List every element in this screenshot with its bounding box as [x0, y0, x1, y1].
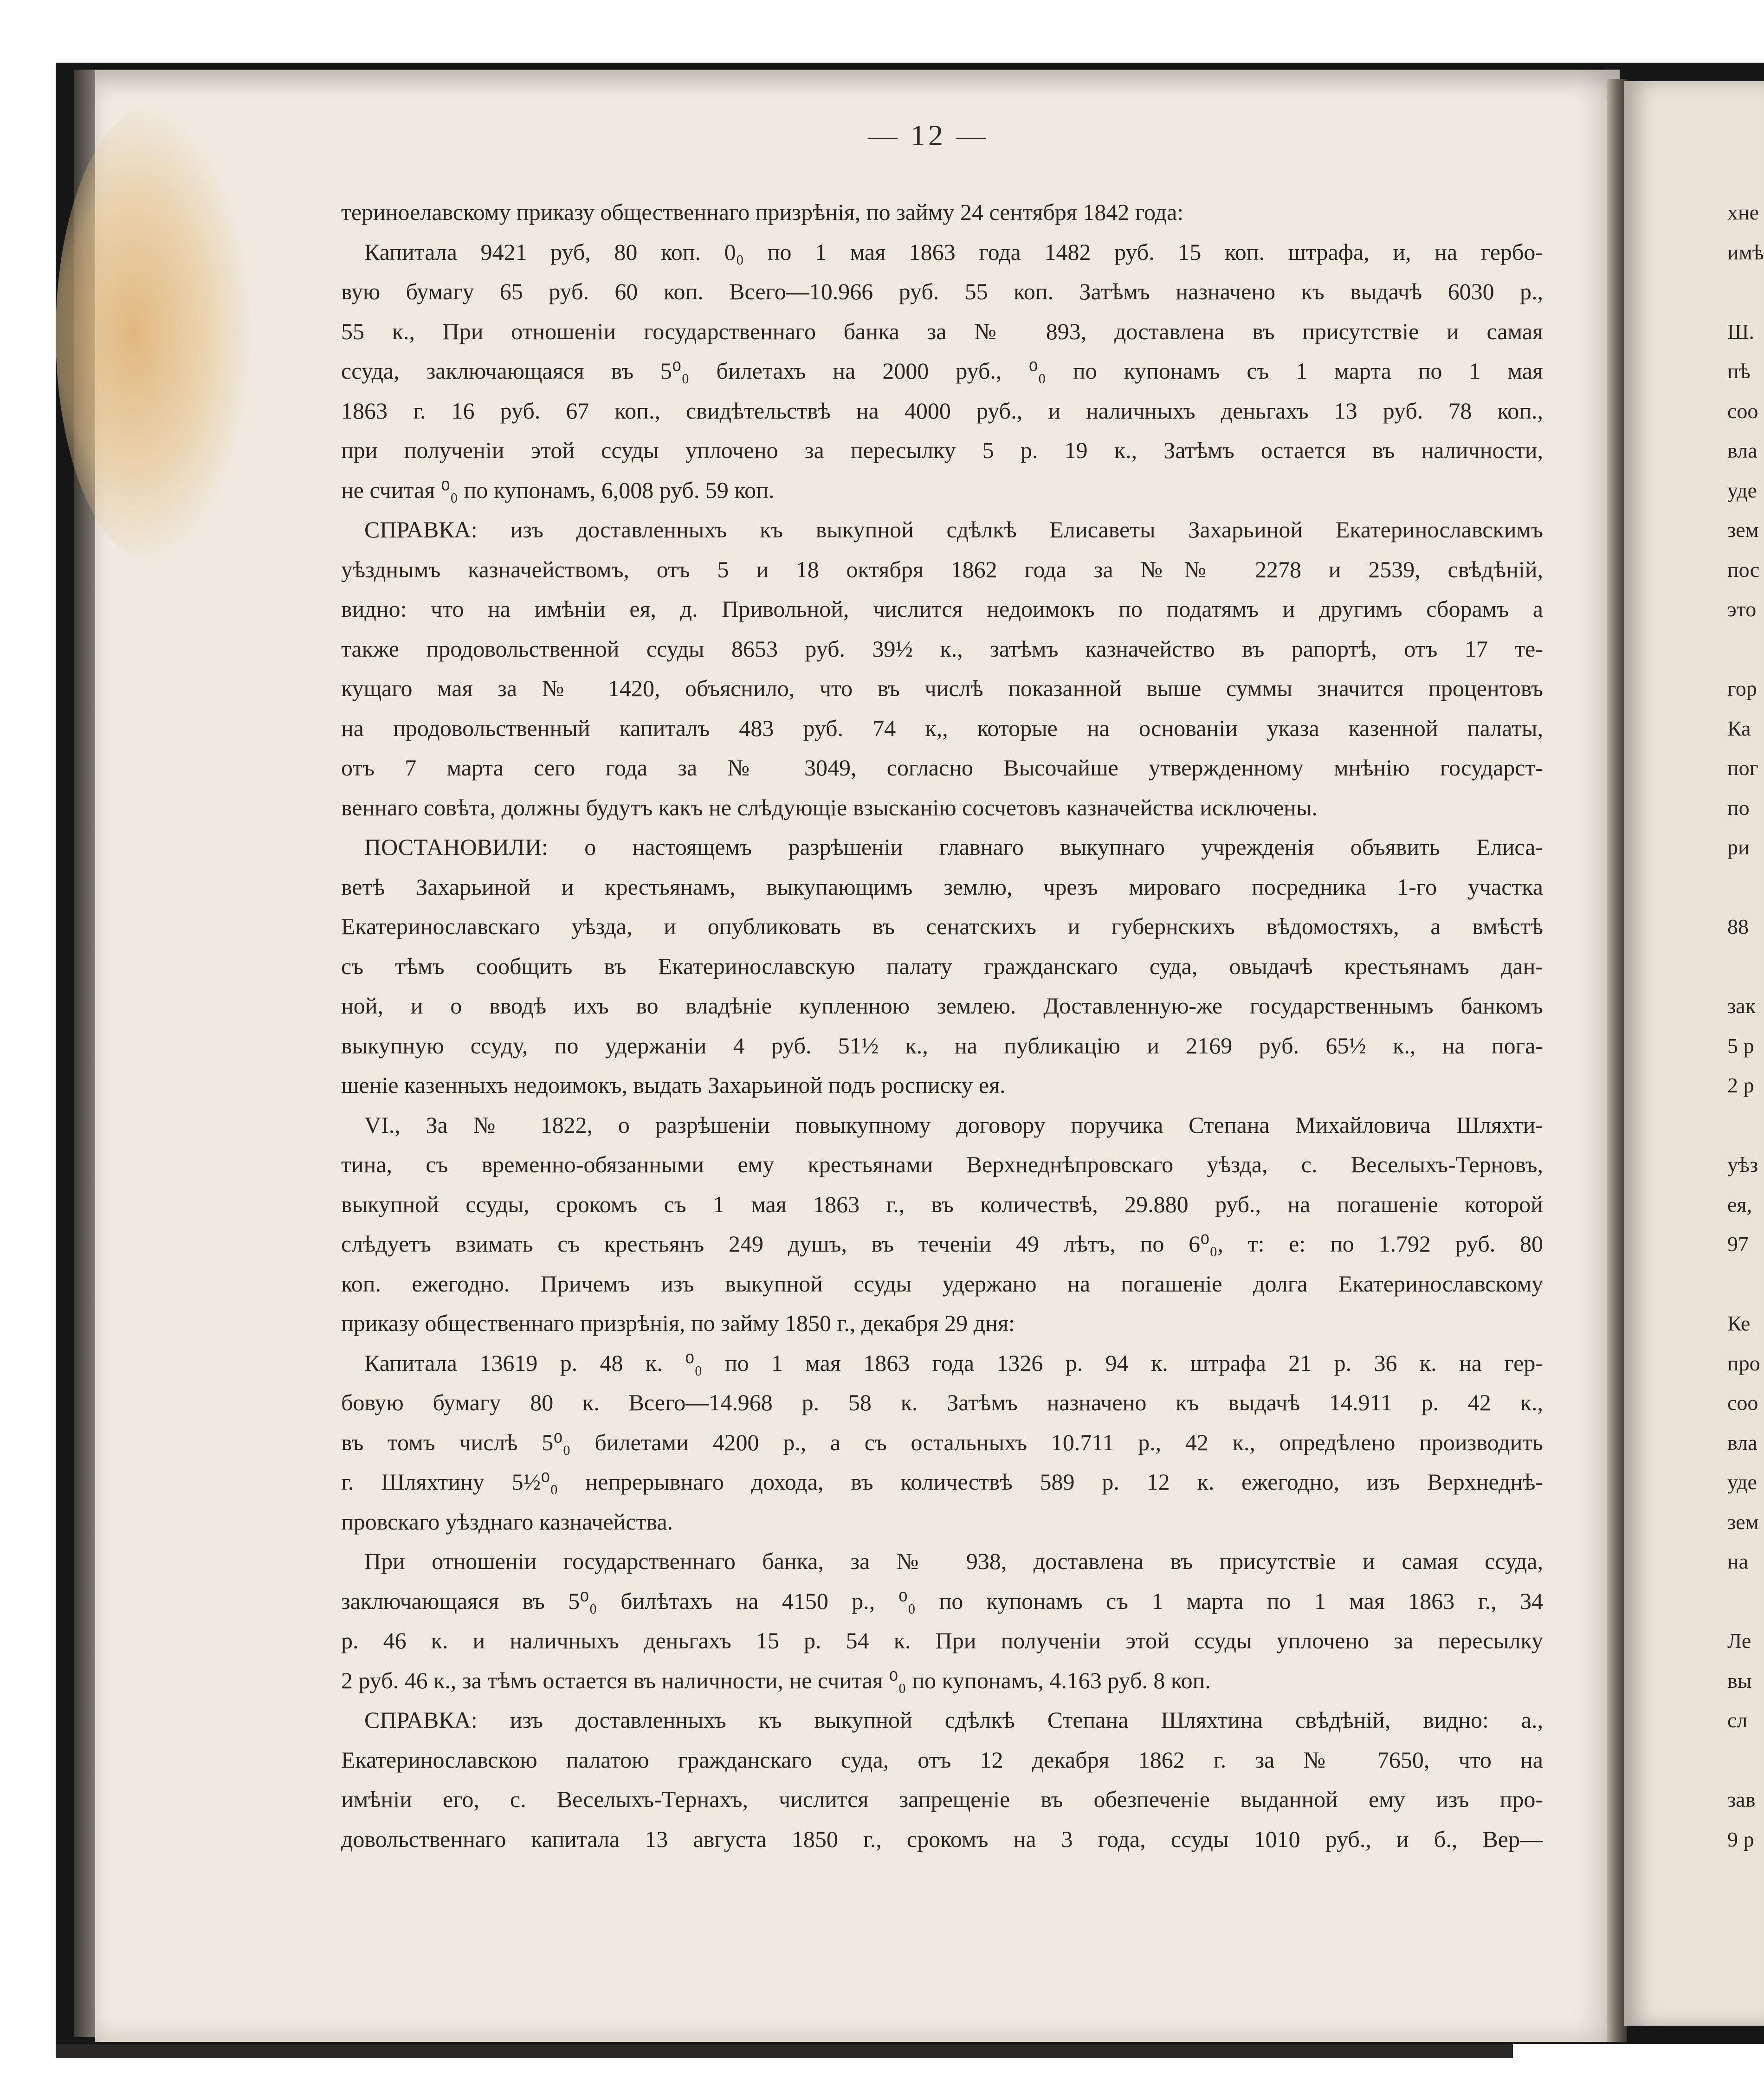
text-line: веннаго совѣта, должны будутъ какъ не слѣдующіе взысканію сосчетовъ казначейства исключены.: [341, 794, 1318, 820]
text-line: СПРАВКА: изъ доставленныхъ къ выкупной сдѣлкѣ Елисаветы Захарьиной Екатеринославскимъ: [364, 517, 1543, 543]
text-line: заключающаяся въ 5⁰₀ билѣтахъ на 4150 р., ⁰₀ по купонамъ съ 1 марта по 1 мая 1863 г., 34: [341, 1588, 1543, 1614]
right-page-line-fragment: вла: [1727, 1430, 1758, 1454]
text-line: не считая ⁰₀ по купонамъ, 6,008 руб. 59 коп.: [341, 477, 775, 503]
text-line: 55 к., При отношеніи государственнаго банка за № 893, доставлена въ присутствіе и самая: [341, 318, 1543, 344]
right-page-line-fragment: ея,: [1727, 1192, 1752, 1216]
right-page-line-fragment: про: [1727, 1351, 1760, 1375]
text-line: въ томъ числѣ 5⁰₀ билетами 4200 р., а съ остальныхъ 10.711 р., 42 к., опредѣлено производить: [341, 1429, 1543, 1455]
text-line: довольственнаго капитала 13 августа 1850 г., срокомъ на 3 года, ссуды 1010 руб., и б., Вер—: [341, 1826, 1543, 1852]
right-page-line-fragment: 97: [1727, 1232, 1749, 1256]
text-line: на продовольственный капиталъ 483 руб. 74 к,, которые на основаніи указа казенной палаты,: [341, 715, 1543, 741]
right-page-line-fragment: соо: [1727, 399, 1758, 423]
text-line: выкупную ссуду, по удержаніи 4 руб. 51½ к., на публикацію и 2169 руб. 65½ к., на пога-: [341, 1032, 1543, 1059]
text-line: кущаго мая за № 1420, объяснило, что въ числѣ показанной выше суммы значится процентовъ: [341, 675, 1543, 701]
right-page-line-fragment: на: [1727, 1550, 1749, 1573]
right-page-line-fragment: [1727, 1264, 1764, 1304]
text-line: ссуда, заключающаяся въ 5⁰₀ билетахъ на 2000 руб., ⁰₀ по купонамъ съ 1 марта по 1 мая: [341, 358, 1543, 384]
text-line: г. Шляхтину 5½⁰₀ непрерывнаго дохода, въ количествѣ 589 р. 12 к. ежегодно, изъ Верхнеднѣ-: [341, 1469, 1543, 1495]
right-page-line-fragment: [1727, 947, 1764, 987]
text-line: видно: что на имѣніи ея, д. Привольной, числится недоимокъ по податямъ и другимъ сборамъ а: [341, 596, 1543, 622]
right-page-line-fragment: [1727, 1582, 1764, 1621]
right-page-line-fragment: Ка: [1727, 716, 1751, 740]
right-page-line-fragment: зак: [1727, 994, 1756, 1018]
right-page-line-fragment: 9 р: [1727, 1827, 1754, 1851]
right-page-line-fragment: Ш.: [1727, 319, 1754, 343]
water-stain: [56, 107, 251, 562]
text-line: СПРАВКА: изъ доставленныхъ къ выкупной сдѣлкѣ Степана Шляхтина свѣдѣній, видно: а.,: [364, 1707, 1543, 1733]
text-line: ПОСТАНОВИЛИ: о настоящемъ разрѣшеніи главнаго выкупнаго учрежденія объявить Елиса-: [364, 834, 1543, 860]
bottom-shadow: [56, 2044, 1513, 2058]
text-line: имѣніи его, с. Веселыхъ-Тернахъ, числится запрещеніе въ обезпеченіе выданной ему изъ про-: [341, 1786, 1543, 1812]
right-page-line-fragment: сл: [1727, 1708, 1748, 1732]
right-page-line-fragment: имѣ: [1727, 240, 1764, 264]
right-page-line-fragment: вла: [1727, 439, 1758, 462]
text-line: р. 46 к. и наличныхъ деньгахъ 15 р. 54 к. При полученіи этой ссуды уплочено за пересылку: [341, 1628, 1543, 1653]
right-page-line-fragment: зем: [1727, 518, 1759, 542]
right-page-line-fragment: пог: [1727, 756, 1758, 780]
text-line: отъ 7 марта сего года за № 3049, согласно Высочайше утвержденному мнѣнію государст-: [341, 755, 1543, 781]
right-page-line-fragment: [1727, 867, 1764, 907]
right-page-line-fragment: 2 р: [1727, 1073, 1754, 1097]
right-page-line-fragment: [1727, 1740, 1764, 1780]
right-page-line-fragment: [1727, 272, 1764, 312]
text-line: при полученіи этой ссуды уплочено за пересылку 5 р. 19 к., Затѣмъ остается въ наличности,: [341, 437, 1543, 463]
text-line: также продовольственной ссуды 8653 руб. 39½ к., затѣмъ казначейство въ рапортѣ, отъ 17 те-: [341, 635, 1543, 662]
right-page-line-fragment: ри: [1727, 835, 1750, 859]
text-line: приказу общественнаго призрѣнія, по займу 1850 г., декабря 29 дня:: [341, 1310, 1015, 1336]
right-page-line-fragment: уде: [1727, 1470, 1757, 1494]
right-page-line-fragment: [1727, 629, 1764, 669]
text-line: тина, съ временно-обязанными ему крестьянами Верхнеднѣпровскаго уѣзда, с. Веселыхъ-Терновъ,: [341, 1151, 1543, 1177]
right-page-line-fragment: пос: [1727, 557, 1760, 581]
right-page-line-fragment: зем: [1727, 1510, 1759, 1534]
text-line: Екатеринославскою палатою гражданскаго суда, отъ 12 декабря 1862 г. за № 7650, что на: [341, 1746, 1543, 1773]
right-page-line-fragment: 5 р: [1727, 1033, 1754, 1058]
page-number: — 12 —: [868, 119, 989, 152]
text-line: вую бумагу 65 руб. 60 коп. Всего—10.966 руб. 55 коп. Затѣмъ назначено къ выдачѣ 6030 р.,: [341, 278, 1543, 304]
right-page-line-fragment: пѣ: [1727, 359, 1751, 383]
text-line: териноелавскому приказу общественнаго призрѣнія, по займу 24 сентября 1842 года:: [341, 199, 1184, 225]
text-line: бовую бумагу 80 к. Всего—14.968 р. 58 к. Затѣмъ назначено къ выдачѣ 14.911 р. 42 к.,: [341, 1389, 1543, 1415]
text-line: провскаго уѣзднаго казначейства.: [341, 1508, 673, 1535]
text-line: При отношеніи государственнаго банка, за № 938, доставлена въ присутствіе и самая ссуда,: [364, 1548, 1543, 1574]
right-page-line-fragment: соо: [1727, 1391, 1758, 1414]
right-page-line-fragment: хне: [1727, 200, 1759, 224]
right-page-line-fragment: [1727, 1105, 1764, 1145]
text-line: ветѣ Захарьиной и крестьянамъ, выкупающимъ землю, чрезъ мироваго посредника 1-го участка: [341, 873, 1543, 900]
right-page-line-fragment: гор: [1727, 677, 1757, 700]
right-page-line-fragment: уде: [1727, 478, 1757, 502]
right-page-line-fragment: Ле: [1727, 1629, 1751, 1653]
right-page-line-fragment: по: [1727, 795, 1750, 820]
right-page-line-fragment: 88: [1727, 915, 1749, 938]
text-line: Екатеринославскаго уѣзда, и опубликовать въ сенатскихъ и губернскихъ вѣдомостяхъ, а вмѣстѣ: [341, 913, 1543, 939]
page-text-body: [341, 193, 1543, 1859]
text-line: съ тѣмъ сообщить въ Екатеринославскую палату гражданскаго суда, овыдачѣ крестьянамъ дан-: [341, 953, 1543, 979]
text-line: Капитала 9421 руб, 80 коп. 0₀ по 1 мая 1863 года 1482 руб. 15 коп. штрафа, и, на гербо-: [364, 239, 1543, 265]
text-line: выкупной ссуды, срокомъ съ 1 мая 1863 г., въ количествѣ, 29.880 руб., на погашеніе которой: [341, 1191, 1543, 1217]
text-line: коп. ежегодно. Причемъ изъ выкупной ссуды удержано на погашеніе долга Екатеринославскому: [341, 1270, 1543, 1297]
text-line: VI., За № 1822, о разрѣшеніи повыкупному договору поручика Степана Михайловича Шляхти-: [364, 1111, 1543, 1138]
text-line: 1863 г. 16 руб. 67 коп., свидѣтельствѣ на 4000 руб., и наличныхъ деньгахъ 13 руб. 78 коп.,: [341, 397, 1543, 424]
right-page-line-fragment: уѣз: [1727, 1153, 1758, 1176]
text-line: ной, и о вводѣ ихъ во владѣніе купленною землею. Доставленную-же государственнымъ банкомъ: [341, 993, 1543, 1019]
text-line: 2 руб. 46 к., за тѣмъ остается въ наличности, не считая ⁰₀ по купонамъ, 4.163 руб. 8 коп.: [341, 1667, 1211, 1693]
right-page-line-fragment: это: [1727, 597, 1757, 621]
text-line: уѣзднымъ казначействомъ, отъ 5 и 18 октября 1862 года за №№ 2278 и 2539, свѣдѣній,: [341, 556, 1543, 582]
right-page-line-fragment: Ке: [1727, 1311, 1751, 1335]
text-line: Капитала 13619 р. 48 к. ⁰₀ по 1 мая 1863 года 1326 р. 94 к. штрафа 21 р. 36 к. на гер-: [364, 1350, 1543, 1376]
right-page-line-fragment: вы: [1727, 1668, 1752, 1692]
text-line: шеніе казенныхъ недоимокъ, выдать Захарьиной подъ росписку ея.: [341, 1072, 1006, 1098]
right-page-text-fragments: [1727, 193, 1764, 1859]
text-line: слѣдуетъ взимать съ крестьянъ 249 душъ, въ теченіи 49 лѣтъ, по 6⁰₀, т: е: по 1.792 руб. 80: [341, 1231, 1543, 1257]
right-page-line-fragment: зав: [1727, 1788, 1756, 1811]
